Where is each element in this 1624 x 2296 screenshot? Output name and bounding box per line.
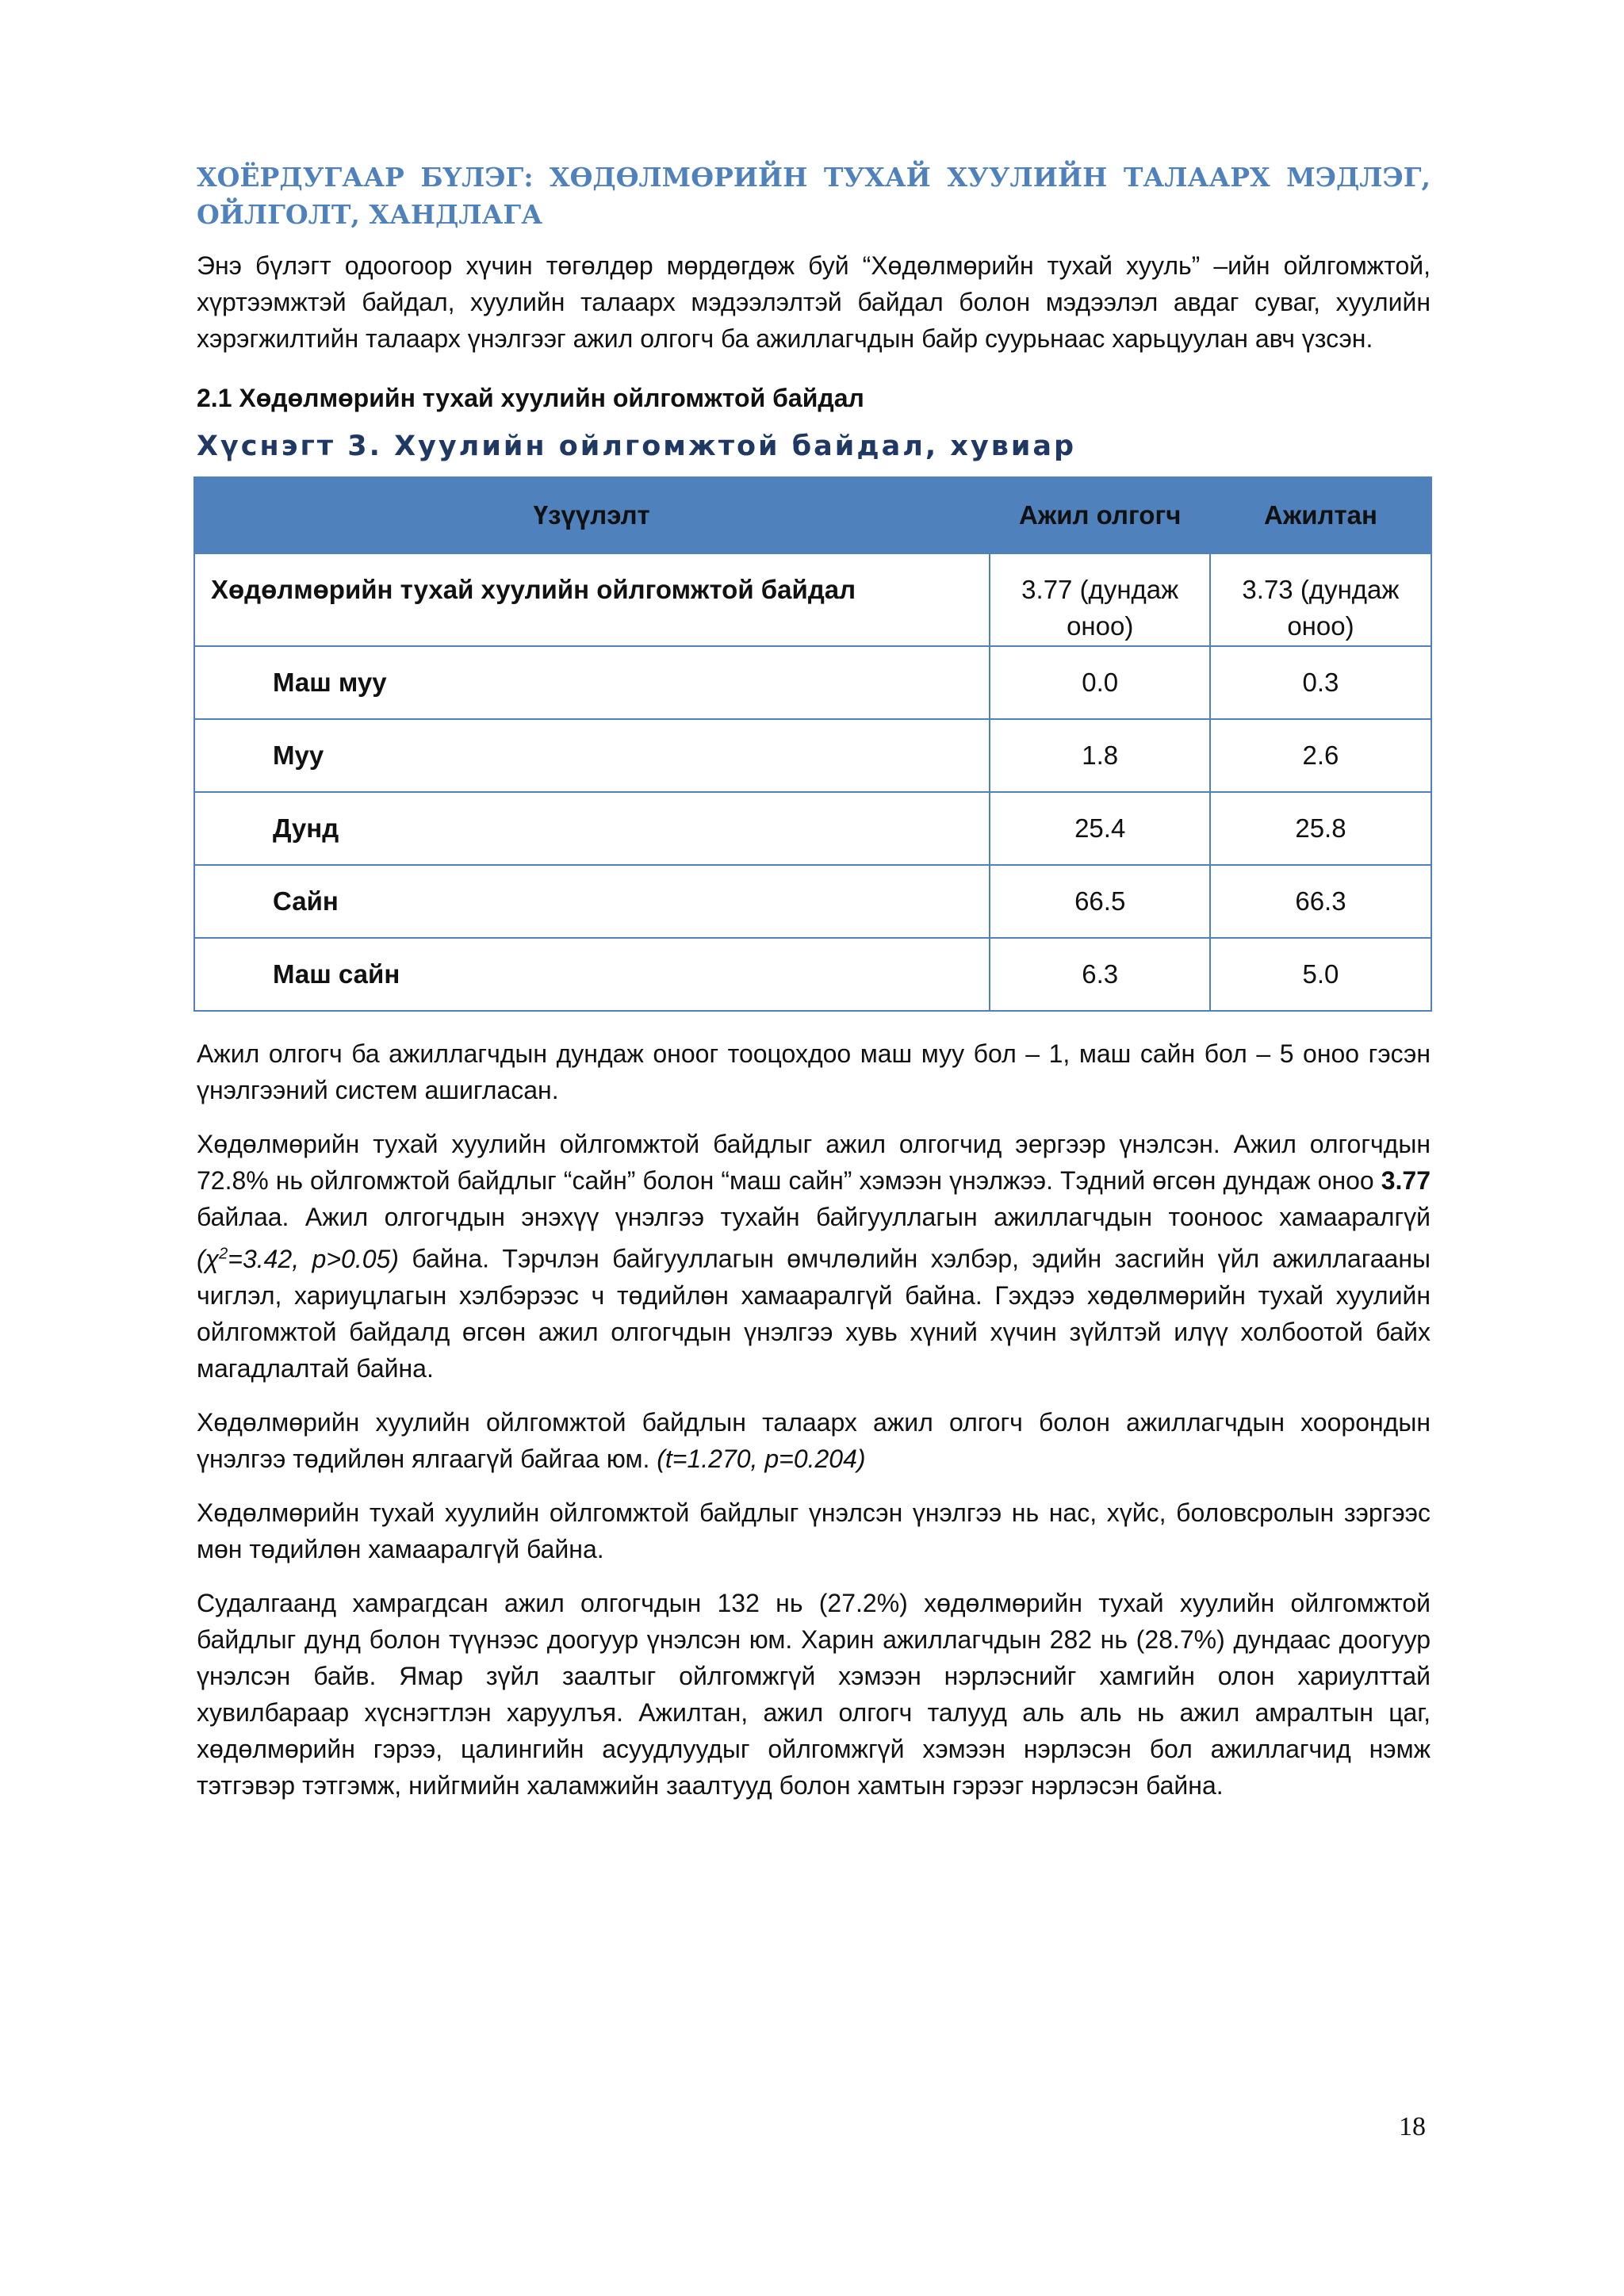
text-span: байна. Тэрчлэн байгууллагын өмчлөлийн хэлбэр, эдийн засгийн үйл ажиллагааны чиглэл, хариуцлагын хэлбэрээс ч төдийлөн хамааралгүй байна. Гэхдээ хөдөлмөрийн тухай хуулийн ойлгомжтой байдалд өгсөн ажил олгогчдын үнэлгээ хувь хүний хүчин зүйлтэй илүү холбоотой байх магадлалтай байна.	[197, 1244, 1431, 1383]
header-employer: Ажил олгогч	[990, 477, 1209, 553]
table-caption: Хүснэгт 3. Хуулийн ойлгомжтой байдал, хувиар	[197, 430, 1077, 462]
cell-employer: 25.4	[990, 792, 1209, 865]
table-row	[194, 646, 1431, 719]
survey-results-paragraph: Судалгаанд хамрагдсан ажил олгогчдын 132 нь (27.2%) хөдөлмөрийн тухай хуулийн ойлгомжтой байдлыг дунд болон түүнээс доогуур үнэлсэн юм. Харин ажиллагчдын 282 нь (28.7%) дундаас доогуур үнэлсэн байв. Ямар зүйл заалтыг ойлгомжгүй хэмээн нэрлэснийг хамгийн олон хариулттай хувилбараар хүснэгтлэн харуулъя. Ажилтан, ажил олгогч талууд аль аль нь ажил амралтын цаг, хөдөлмөрийн гэрээ, цалингийн асуудлуудыг ойлгомжгүй хэмээн нэрлэсэн бол ажиллагчид нэмж тэтгэвэр тэтгэмж, нийгмийн халамжийн заалтууд болон хамтын гэрээг нэрлэсэн байна.	[197, 1588, 1431, 1800]
employer-assessment-paragraph	[197, 1126, 1431, 1387]
cell-label: Муу	[194, 719, 990, 792]
table-header-row	[194, 477, 1431, 553]
cell-employer: 66.5	[990, 865, 1209, 938]
t-test-stat: (t=1.270, p=0.204)	[657, 1444, 866, 1473]
cell-label: Маш муу	[194, 646, 990, 719]
header-indicator: Үзүүлэлт	[194, 477, 990, 553]
page-number: 18	[1399, 2112, 1426, 2141]
cell-employee: 25.8	[1210, 792, 1431, 865]
cell-label: Сайн	[194, 865, 990, 938]
cell-label: Маш сайн	[194, 938, 990, 1011]
cell-employee: 0.3	[1210, 646, 1431, 719]
table-row	[194, 938, 1431, 1011]
mean-score: 3.77	[1381, 1166, 1431, 1195]
cell-employer: 1.8	[990, 719, 1209, 792]
chi-square-stat	[197, 1245, 399, 1273]
text-span: Хөдөлмөрийн тухай хуулийн ойлгомжтой байдлыг ажил олгогчид эергээр үнэлсэн. Ажил олгогчдын 72.8% нь ойлгомжтой байдлыг “сайн” болон “маш сайн” хэмээн үнэлжээ. Тэдний өгсөн дундаж оноо	[197, 1130, 1431, 1195]
cell-employee: 66.3	[1210, 865, 1431, 938]
stat-open: (χ	[197, 1244, 220, 1273]
table-row-main	[194, 553, 1431, 646]
cell-employer: 6.3	[990, 938, 1209, 1011]
text-span: байлаа. Ажил олгогчдын энэхүү үнэлгээ тухайн байгууллагын ажиллагчдын тооноос хамааралгүй	[197, 1203, 1431, 1231]
comparison-paragraph	[197, 1404, 1431, 1477]
section-heading: 2.1 Хөдөлмөрийн тухай хуулийн ойлгомжтой байдал	[197, 384, 864, 412]
header-employee: Ажилтан	[1210, 477, 1431, 553]
scoring-note-paragraph: Ажил олгогч ба ажиллагчдын дундаж оноог тооцохдоо маш муу бол – 1, маш сайн бол – 5 оноо гэсэн үнэлгээний систем ашигласан.	[197, 1039, 1431, 1104]
cell-employee: 5.0	[1210, 938, 1431, 1011]
cell-employer: 3.77 (дундаж оноо)	[990, 553, 1209, 646]
cell-employer: 0.0	[990, 646, 1209, 719]
stat-superscript: 2	[219, 1245, 228, 1262]
page-content	[197, 159, 1431, 1821]
table-row	[194, 792, 1431, 865]
chapter-title: ХОЁРДУГААР БҮЛЭГ: ХӨДӨЛМӨРИЙН ТУХАЙ ХУУЛИЙН ТАЛААРХ МЭДЛЭГ, ОЙЛГОЛТ, ХАНДЛАГА	[197, 162, 1431, 230]
data-table	[193, 476, 1432, 1012]
demographics-paragraph: Хөдөлмөрийн тухай хуулийн ойлгомжтой байдлыг үнэлсэн үнэлгээ нь нас, хүйс, боловсролын зэргээс мөн төдийлөн хамааралгүй байна.	[197, 1498, 1431, 1563]
stat-close: =3.42, p>0.05)	[228, 1244, 399, 1273]
cell-employee: 3.73 (дундаж оноо)	[1210, 553, 1431, 646]
intro-paragraph: Энэ бүлэгт одоогоор хүчин төгөлдөр мөрдөгдөж буй “Хөдөлмөрийн тухай хууль” –ийн ойлгомжтой, хүртээмжтэй байдал, хуулийн талаарх мэдээлэлтэй байдал болон мэдээлэл авдаг суваг, хуулийн хэрэгжилтийн талаарх үнэлгээг ажил олгогч ба ажиллагчдын байр суурьнаас харьцуулан авч үзсэн.	[197, 251, 1431, 353]
text-span: Хөдөлмөрийн хуулийн ойлгомжтой байдлын талаарх ажил олгогч болон ажиллагчдын хоорондын үнэлгээ төдийлөн ялгаагүй байгаа юм.	[197, 1407, 1431, 1473]
cell-label: Хөдөлмөрийн тухай хуулийн ойлгомжтой байдал	[194, 553, 990, 646]
cell-employee: 2.6	[1210, 719, 1431, 792]
table-row	[194, 719, 1431, 792]
cell-label: Дунд	[194, 792, 990, 865]
table-row	[194, 865, 1431, 938]
